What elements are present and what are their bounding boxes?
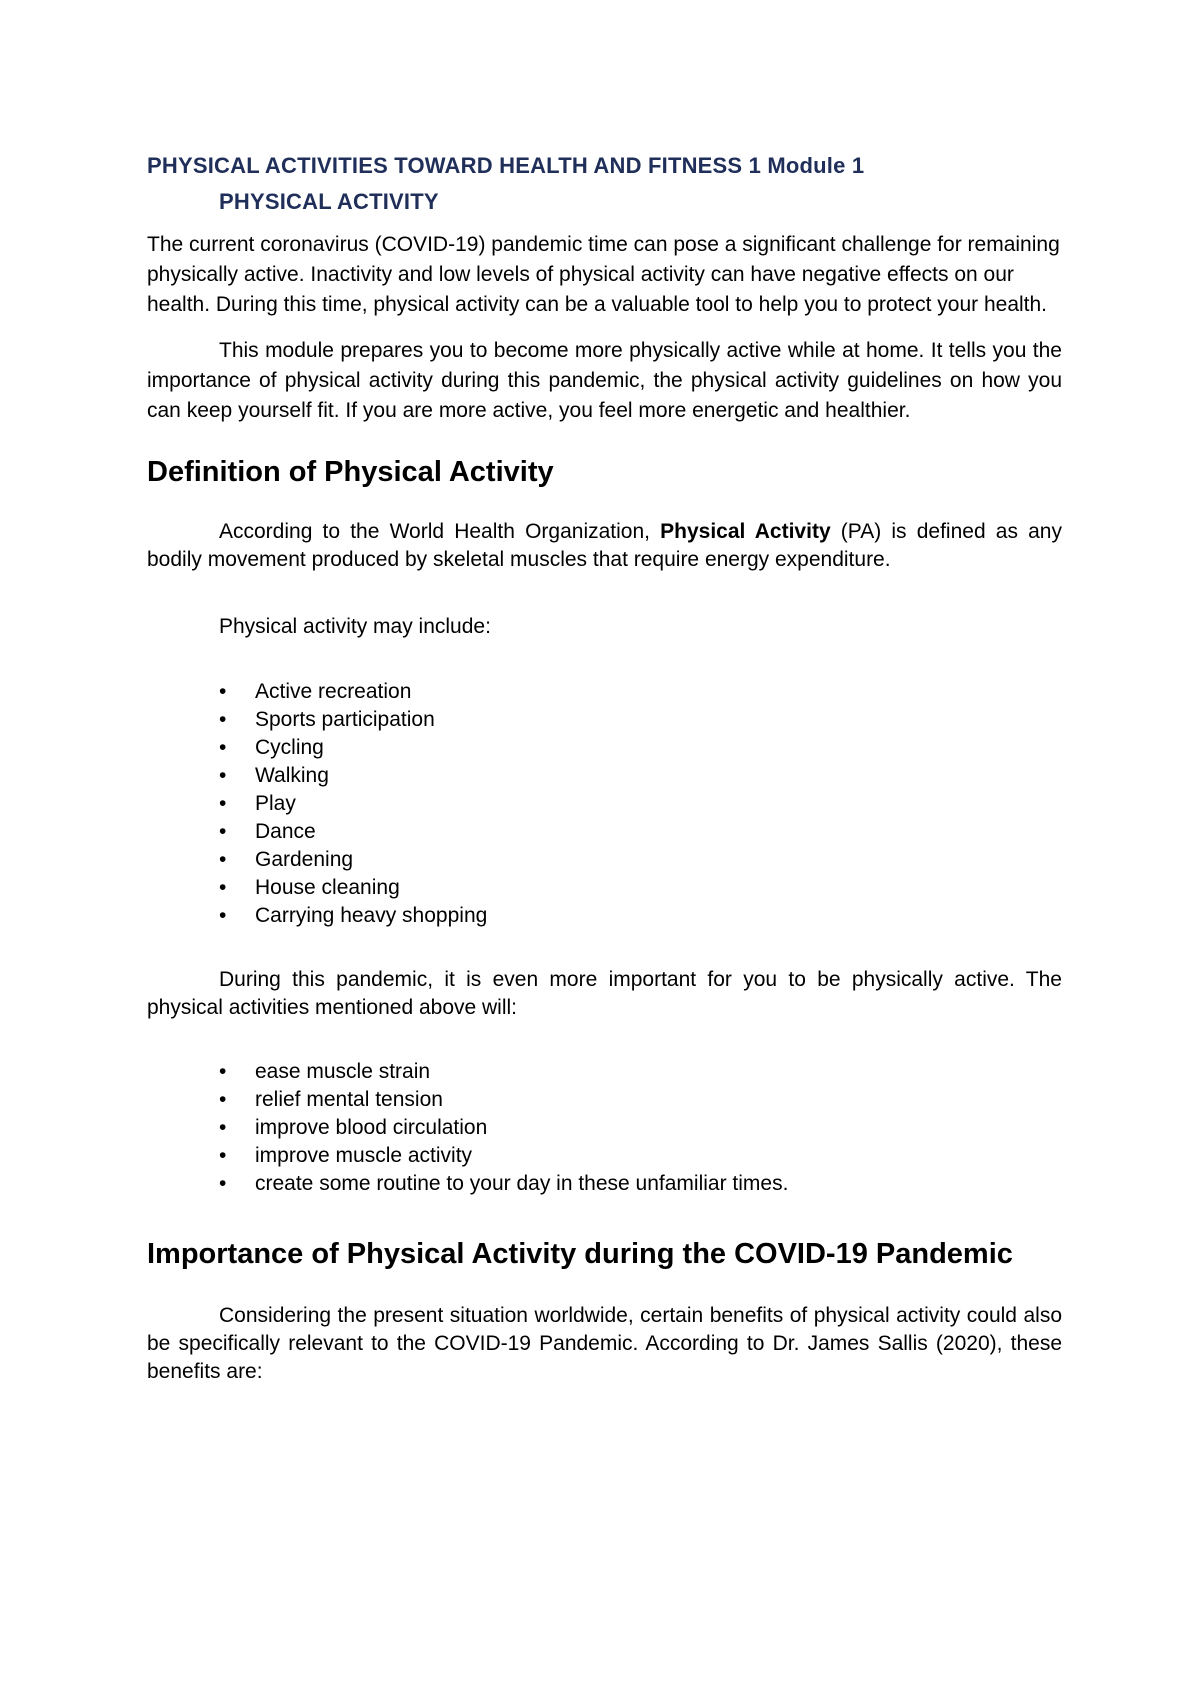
intro-paragraph: The current coronavirus (COVID-19) pandemic time can pose a significant challenge for remaining physically active. Inactivity and low levels of physical activity can have negative effects on our health. During this time, physical activity can be a valuable tool to help you to protect your health. bbox=[147, 233, 1060, 316]
bullet-icon: • bbox=[219, 820, 227, 843]
activity-item-label: Cycling bbox=[255, 736, 324, 759]
importance-paragraph: Considering the present situation worldwide, certain benefits of physical activity could also be specifically relevant to the COVID-19 Pandemic. According to Dr. James Sallis (2020), these benefits are: bbox=[147, 1304, 1062, 1383]
benefit-item-label: relief mental tension bbox=[255, 1088, 443, 1111]
activity-item-label: Play bbox=[255, 792, 296, 815]
benefit-item-label: create some routine to your day in these unfamiliar times. bbox=[255, 1172, 789, 1195]
pandemic-paragraph: During this pandemic, it is even more important for you to be physically active. The physical activities mentioned above will: bbox=[147, 968, 1062, 1019]
activity-item bbox=[147, 762, 1062, 790]
module-title-line-1: PHYSICAL ACTIVITIES TOWARD HEALTH AND FITNESS 1 Module 1 bbox=[147, 153, 865, 178]
activity-item bbox=[147, 818, 1062, 846]
definition-term: Physical Activity bbox=[660, 520, 831, 543]
benefit-item bbox=[147, 1086, 1062, 1114]
benefit-item-label: improve blood circulation bbox=[255, 1116, 488, 1139]
bullet-icon: • bbox=[219, 1060, 227, 1083]
definition-heading: Definition of Physical Activity bbox=[147, 456, 554, 488]
bullet-icon: • bbox=[219, 848, 227, 871]
activity-item-label: Gardening bbox=[255, 848, 354, 871]
activity-item bbox=[147, 874, 1062, 902]
activity-item-label: House cleaning bbox=[255, 876, 400, 899]
activity-item bbox=[147, 734, 1062, 762]
bullet-icon: • bbox=[219, 680, 227, 703]
module-title bbox=[147, 148, 1062, 220]
benefit-item-label: ease muscle strain bbox=[255, 1060, 431, 1083]
module-paragraph: This module prepares you to become more physically active while at home. It tells you the importance of physical activity during this pandemic, the physical activity guidelines on how you can keep yourself fit. If you are more active, you feel more energetic and healthier. bbox=[147, 339, 1062, 422]
module-title-line-2: PHYSICAL ACTIVITY bbox=[219, 189, 439, 214]
bullet-icon: • bbox=[219, 764, 227, 787]
activity-item-label: Sports participation bbox=[255, 708, 435, 731]
bullet-icon: • bbox=[219, 904, 227, 927]
definition-text-before: According to the World Health Organization, bbox=[219, 520, 661, 543]
importance-heading: Importance of Physical Activity during the COVID-19 Pandemic bbox=[147, 1238, 1013, 1270]
benefit-item bbox=[147, 1142, 1062, 1170]
activity-item bbox=[147, 902, 1062, 930]
activity-item bbox=[147, 790, 1062, 818]
benefits-list bbox=[147, 1058, 1062, 1198]
activities-lead: Physical activity may include: bbox=[219, 615, 491, 638]
benefit-item-label: improve muscle activity bbox=[255, 1144, 473, 1167]
definition-text-after: (PA) is defined as any bodily movement produced by skeletal muscles that require energy expenditure. bbox=[147, 520, 1062, 571]
activities-list bbox=[147, 678, 1062, 930]
document-page bbox=[147, 148, 1062, 1386]
bullet-icon: • bbox=[219, 1144, 227, 1167]
bullet-icon: • bbox=[219, 1172, 227, 1195]
benefit-item bbox=[147, 1114, 1062, 1142]
activity-item bbox=[147, 678, 1062, 706]
activity-item-label: Carrying heavy shopping bbox=[255, 904, 488, 927]
activity-item bbox=[147, 846, 1062, 874]
activity-item bbox=[147, 706, 1062, 734]
bullet-icon: • bbox=[219, 792, 227, 815]
bullet-icon: • bbox=[219, 736, 227, 759]
bullet-icon: • bbox=[219, 1116, 227, 1139]
activity-item-label: Active recreation bbox=[255, 680, 412, 703]
bullet-icon: • bbox=[219, 876, 227, 899]
bullet-icon: • bbox=[219, 1088, 227, 1111]
activity-item-label: Walking bbox=[255, 764, 329, 787]
definition-paragraph bbox=[147, 518, 1062, 574]
benefit-item bbox=[147, 1170, 1062, 1198]
benefit-item bbox=[147, 1058, 1062, 1086]
bullet-icon: • bbox=[219, 708, 227, 731]
activity-item-label: Dance bbox=[255, 820, 316, 843]
